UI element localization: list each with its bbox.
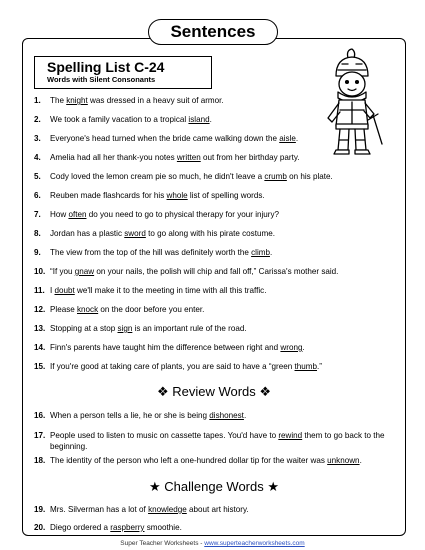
- spelling-word: thumb: [294, 362, 318, 371]
- spelling-word: aisle: [279, 134, 296, 143]
- footer-link[interactable]: www.superteacherworksheets.com: [204, 540, 305, 547]
- challenge-words-heading: ★ Challenge Words ★: [148, 479, 279, 494]
- spelling-word: crumb: [264, 172, 287, 181]
- spelling-word: island: [188, 115, 210, 124]
- list-item: 15. If you're good at taking care of plants, you are said to have a “green thumb.”: [34, 362, 322, 371]
- spelling-word: gnaw: [74, 267, 95, 276]
- spelling-word: doubt: [54, 286, 75, 295]
- page-title: Sentences: [148, 19, 278, 45]
- spelling-word: dishonest: [209, 411, 244, 420]
- spelling-list-title: Spelling List C-24: [47, 59, 165, 75]
- spelling-list-box: [34, 56, 212, 89]
- list-item: 2. We took a family vacation to a tropical island.: [34, 115, 212, 124]
- list-item: 18. The identity of the person who left a one-hundred dollar tip for the waiter was unknown.: [34, 456, 362, 465]
- list-item: 16. When a person tells a lie, he or she is being dishonest.: [34, 411, 247, 420]
- list-item: 17. People used to listen to music on cassette tapes. You'd have to rewind them to go back to the beginning.: [34, 431, 385, 451]
- spelling-word: whole: [166, 191, 188, 200]
- spelling-word: sword: [124, 229, 146, 238]
- list-item: 5. Cody loved the lemon cream pie so much, he didn't leave a crumb on his plate.: [34, 172, 333, 181]
- spelling-word: climb: [251, 248, 270, 257]
- list-item: 14. Finn's parents have taught him the difference between right and wrong.: [34, 343, 305, 352]
- list-item: 7. How often do you need to go to physical therapy for your injury?: [34, 210, 280, 219]
- list-item: 8. Jordan has a plastic sword to go along with his pirate costume.: [34, 229, 275, 238]
- list-item: 20. Diego ordered a raspberry smoothie.: [34, 523, 182, 532]
- list-item: 6. Reuben made flashcards for his whole list of spelling words.: [34, 191, 265, 200]
- list-item: 19. Mrs. Silverman has a lot of knowledge about art history.: [34, 505, 249, 514]
- spelling-word: raspberry: [110, 523, 145, 532]
- review-words-heading: ❖ Review Words ❖: [156, 384, 272, 399]
- list-item: 4. Amelia had all her thank-you notes written out from her birthday party.: [34, 153, 300, 162]
- spelling-word: unknown: [327, 456, 360, 465]
- spelling-word: knowledge: [148, 505, 187, 514]
- list-item: 13. Stopping at a stop sign is an important rule of the road.: [34, 324, 247, 333]
- footer: [0, 540, 425, 548]
- spelling-word: written: [176, 153, 201, 162]
- spelling-word: sign: [117, 324, 133, 333]
- list-item: 12. Please knock on the door before you enter.: [34, 305, 205, 314]
- list-item: 9. The view from the top of the hill was definitely worth the climb.: [34, 248, 273, 257]
- list-item: 11. I doubt we'll make it to the meeting in time with all this traffic.: [34, 286, 267, 295]
- footer-text: Super Teacher Worksheets -: [120, 540, 205, 547]
- spelling-word: knight: [66, 96, 88, 105]
- list-item: 10. “If you gnaw on your nails, the polish will chip and fall off,” Carissa's mother said.: [34, 267, 339, 276]
- spelling-word: rewind: [278, 431, 303, 440]
- spelling-list-subtitle: Words with Silent Consonants: [47, 75, 156, 84]
- list-item: 1. The knight was dressed in a heavy suit of armor.: [34, 96, 224, 105]
- spelling-word: wrong: [280, 343, 303, 352]
- spelling-word: often: [68, 210, 87, 219]
- spelling-word: knock: [77, 305, 99, 314]
- list-item: 3. Everyone's head turned when the bride came walking down the aisle.: [34, 134, 299, 143]
